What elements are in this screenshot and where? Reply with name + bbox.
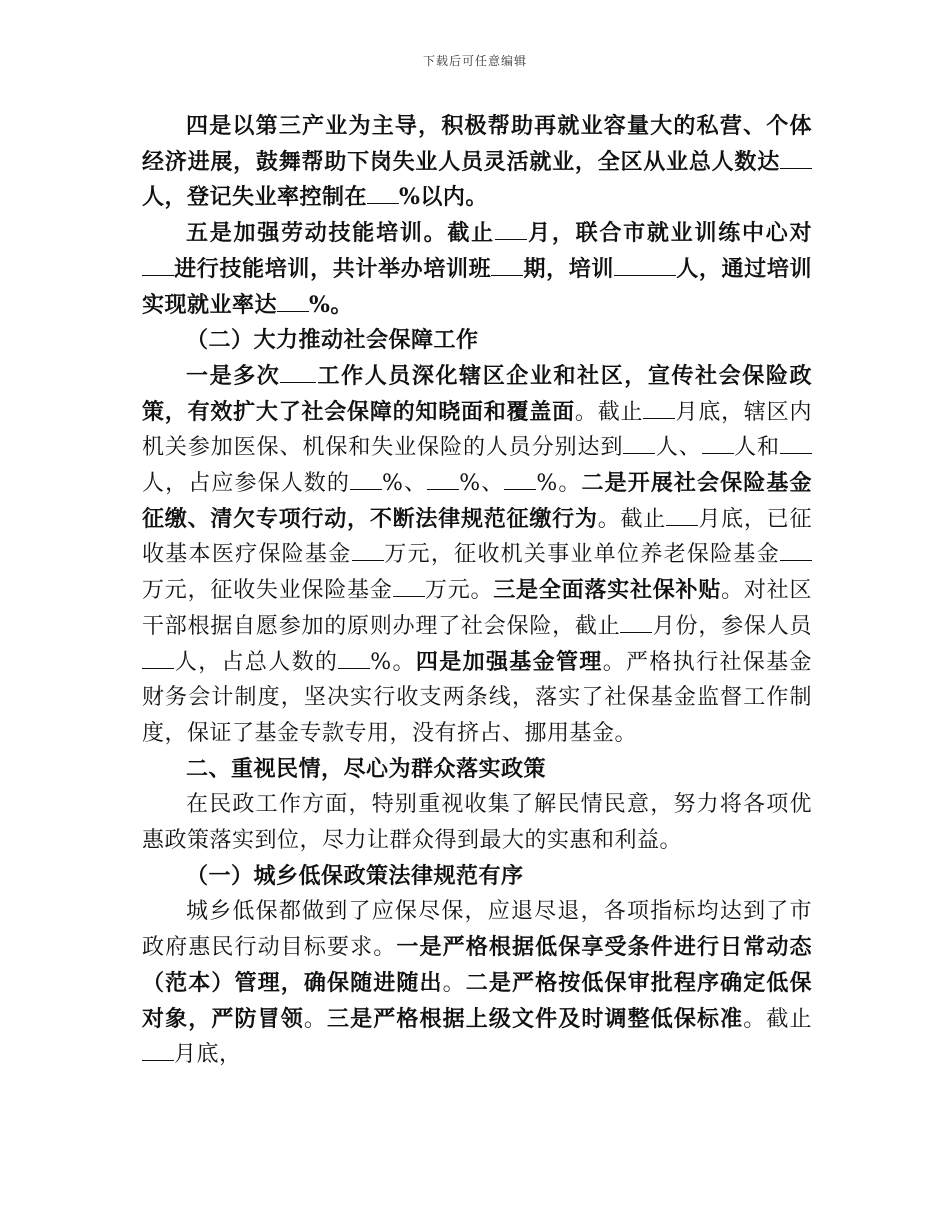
fill-blank [393,578,425,597]
paragraph-civil-affairs: 在民政工作方面，特别重视收集了解民情民意，努力将各项优惠政策落实到位，尽力让群众得到最大的实惠和利益。 [142,792,812,854]
fill-blank [491,257,523,276]
section-heading-civil-affairs: 二、重视民情，尽心为群众落实政策 [186,755,547,782]
paragraph-employment-5: 五是加强劳动技能培训。截止 月，联合市就业训练中心对进行技能培训，共计举办培训班 期，培训 人，通过培训实现就业率达 %。 [142,220,812,318]
fill-blank [352,542,384,561]
fill-blank [780,542,812,561]
fill-blank [142,650,174,669]
fill-blank [280,364,316,383]
paragraph-minimum-living: 城乡低保都做到了应保尽保，应退尽退，各项指标均达到了市政府惠民行动目标要求。一是严格根据低保享受条件进行日常动态（范本）管理，确保随进随出。二是严格按低保审批程序确定低保对象，严防冒领。三是严格根据上级文件及时调整低保标准。截止月底， [142,899,812,1068]
fill-blank [427,471,459,490]
fill-blank [350,471,382,490]
fill-blank [702,435,734,454]
fill-blank [620,614,652,633]
section-heading-minimum-living: （一）城乡低保政策法律规范有序 [186,862,524,889]
page-header: 下载后可任意编辑 [422,54,527,68]
fill-blank [614,257,676,276]
document-body [142,109,812,1073]
fill-blank [623,435,655,454]
fill-blank [780,150,812,169]
fill-blank [277,293,309,312]
paragraph-social-security: 一是多次 工作人员深化辖区企业和社区，宣传社会保险政策，有效扩大了社会保障的知晓面和覆盖面。截止 月底，辖区内机关参加医保、机保和失业保险的人员分别达到 人、 人和人，占应参保人数的 %、 %、 %。二是开展社会保险基金征缴、清欠专项行动，不断法律规范征缴行为。截止 月底，已征收基本医疗保险基金 万元，征收机关事业单位养老保险基金万元，征收失业保险基金 万元。三是全面落实社保补贴。对社区干部根据自愿参加的原则办理了社会保险，截止 月份，参保人员人，占总人数的 %。四是加强基金管理。严格执行社保基金财务会计制度，坚决实行收支两条线，落实了社保基金监督工作制度，保证了基金专款专用，没有挤占、挪用基金。 [142,362,813,746]
fill-blank [666,507,698,526]
fill-blank [142,257,174,276]
fill-blank [504,471,536,490]
section-heading-social-security: （二）大力推动社会保障工作 [186,327,479,354]
fill-blank [367,185,399,204]
fill-blank [780,435,812,454]
fill-blank [338,650,370,669]
fill-blank [142,1042,174,1061]
paragraph-employment-4: 四是以第三产业为主导，积极帮助再就业容量大的私营、个体经济进展，鼓舞帮助下岗失业人员灵活就业，全区从业总人数达人，登记失业率控制在 %以内。 [142,113,812,211]
fill-blank [643,400,675,419]
fill-blank [495,221,527,240]
